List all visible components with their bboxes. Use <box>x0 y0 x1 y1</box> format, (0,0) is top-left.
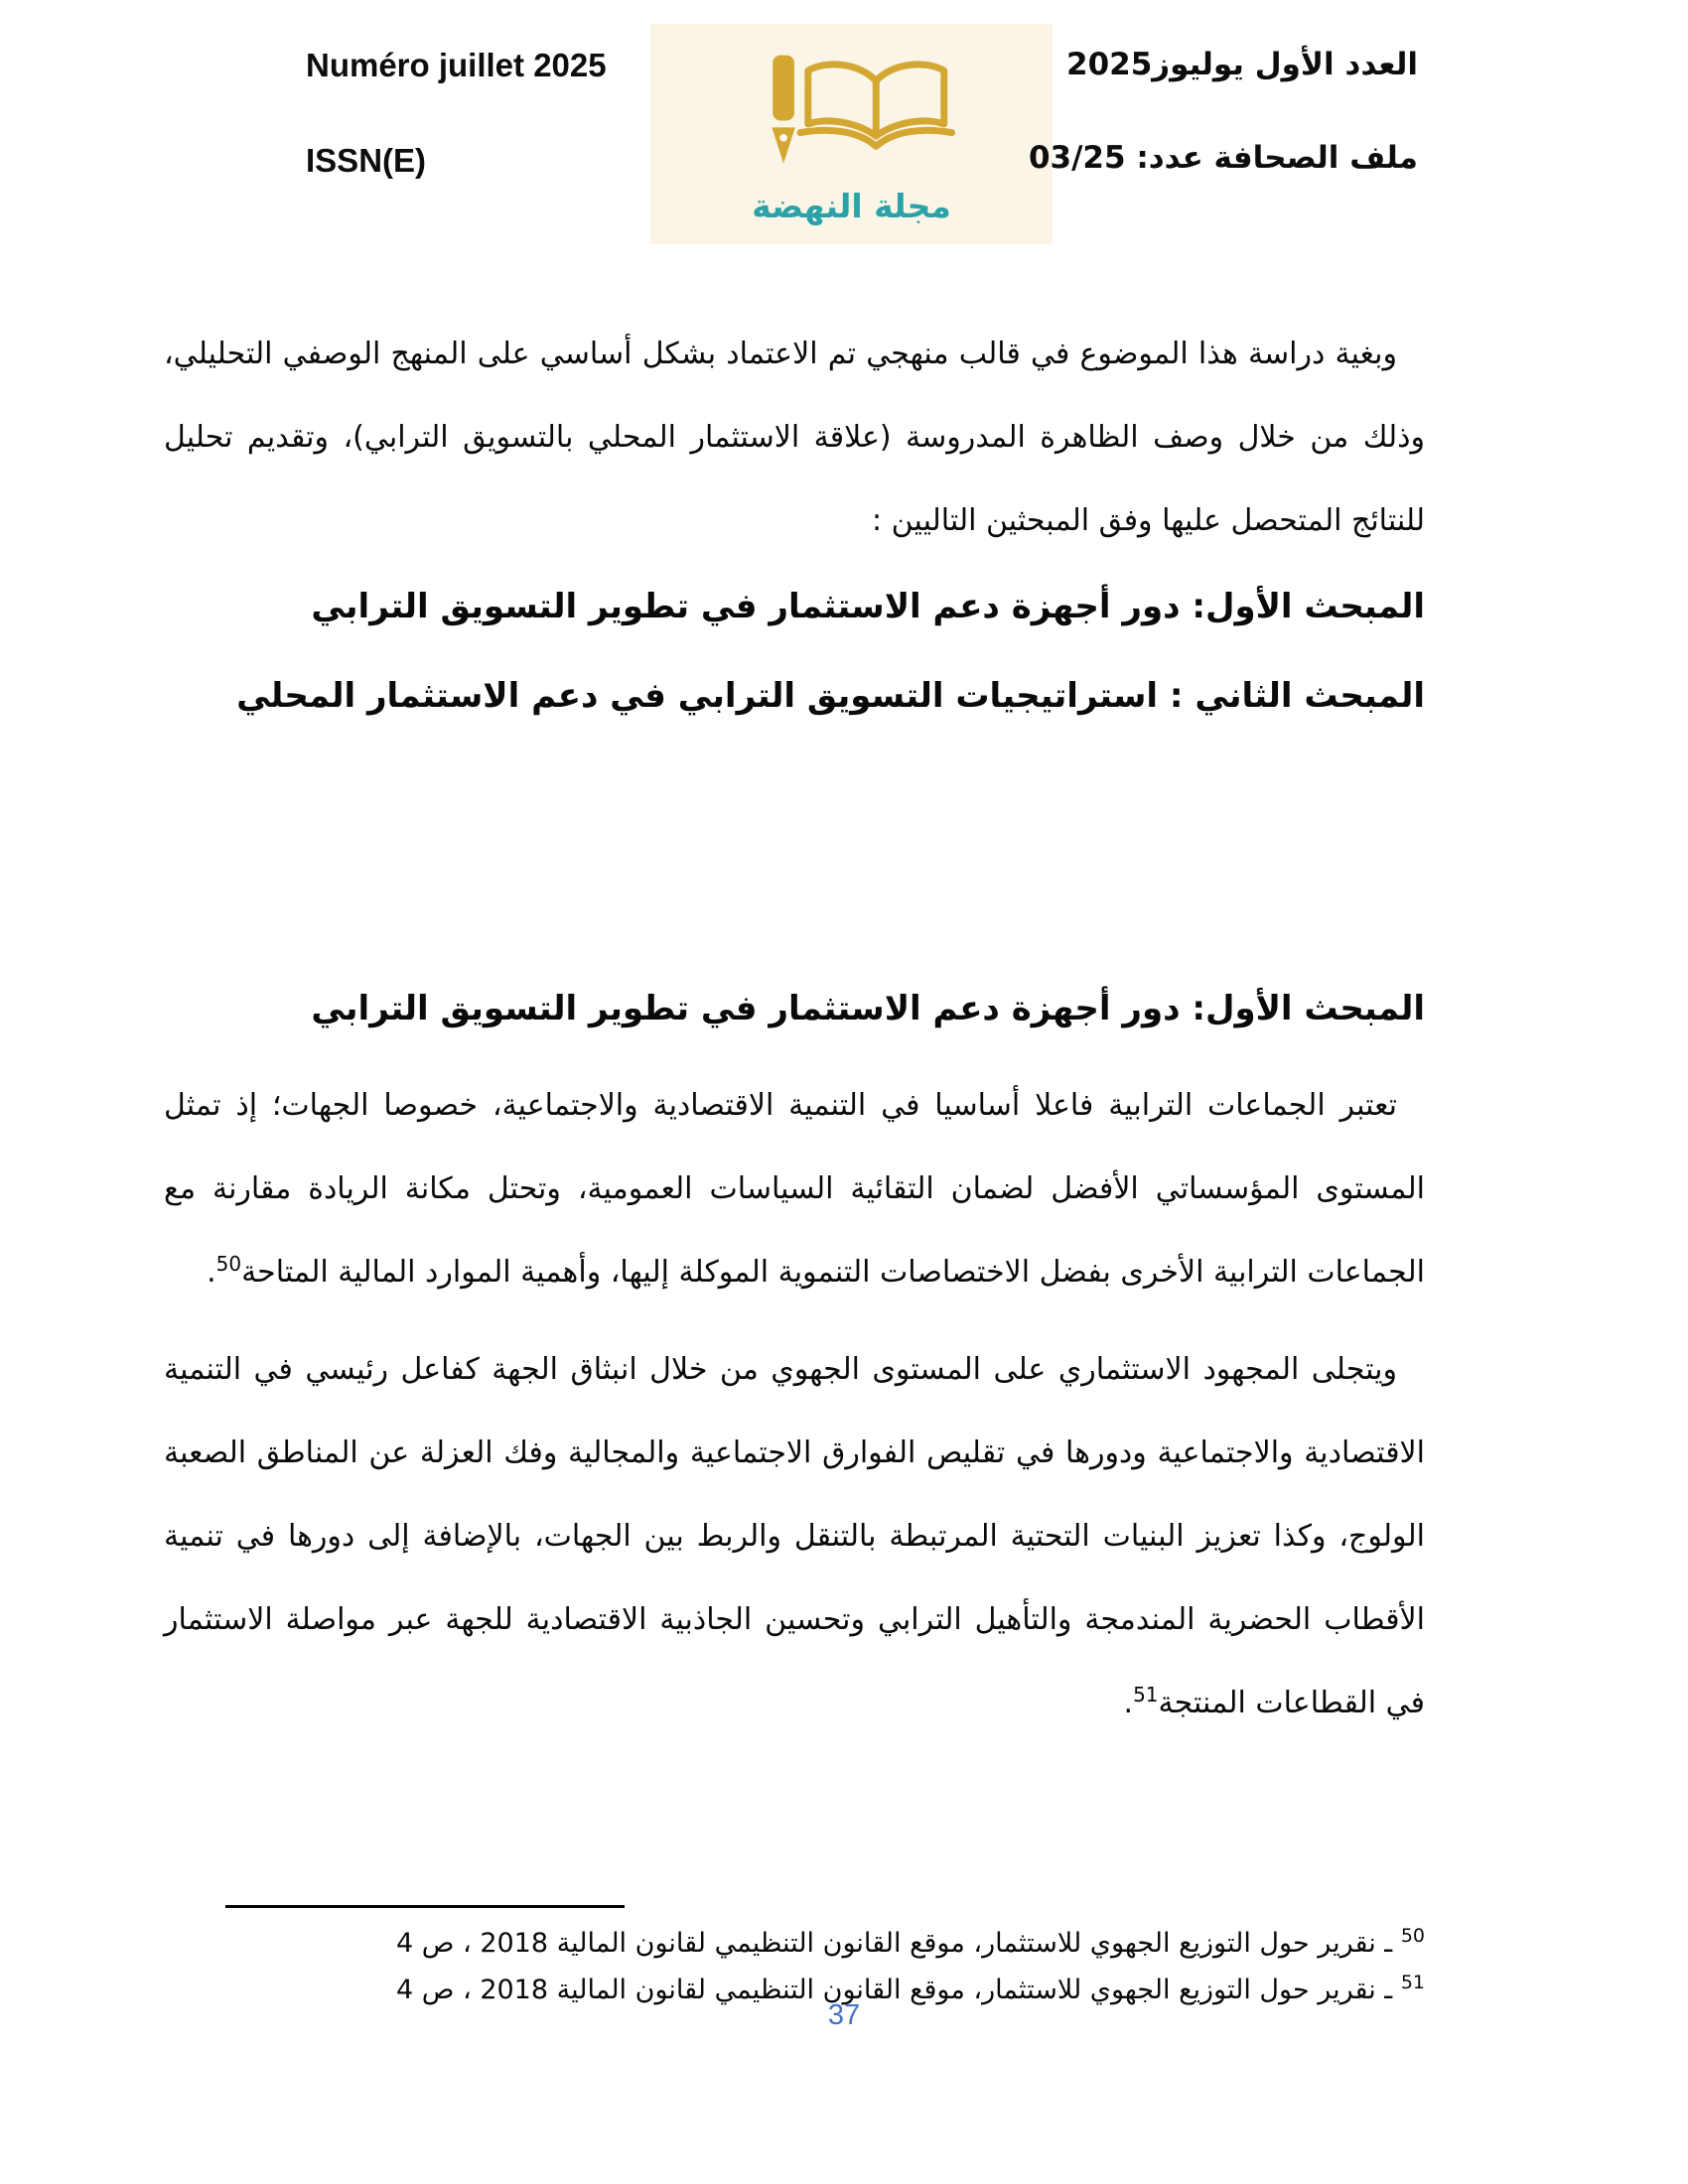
article-body <box>164 298 1425 2013</box>
paragraph-territorial-collectivities <box>164 1064 1425 1314</box>
paragraph-text: تعتبر الجماعات الترابية فاعلا أساسيا في التنمية الاقتصادية والاجتماعية، خصوصا الجهات؛ إذ تمثل المستوى المؤسساتي الأفضل لضمان التقائية السياسات العمومية، وتحتل مكانة الريادة مقارنة مع الجماعات الترابية الأخرى بفضل الاختصاصات التنموية الموكلة إليها، وأهمية الموارد المالية المتاحة <box>164 1088 1425 1290</box>
paragraph-regional-investment <box>164 1328 1425 1745</box>
footnote-reference-50: 50 <box>215 1252 242 1276</box>
footnote-number: 51 <box>1400 1972 1425 1993</box>
footnote-text: ـ نقرير حول التوزيع الجهوي للاستثمار، موقع القانون التنظيمي لقانون المالية 2018 ، ص 4 <box>396 1975 1393 2005</box>
footnote-separator <box>225 1905 625 1908</box>
section-one-title: المبحث الأول: دور أجهزة دعم الاستثمار في تطوير التسويق الترابي <box>311 989 1425 1028</box>
journal-logo <box>650 24 1053 244</box>
pen-icon <box>772 56 794 164</box>
sentence-period: . <box>207 1255 216 1290</box>
sentence-period: . <box>1123 1686 1134 1720</box>
logo-graphic <box>723 48 981 187</box>
footnote-reference-51: 51 <box>1133 1683 1159 1706</box>
issue-number-fr: Numéro juillet 2025 <box>306 47 607 83</box>
heading-section-one: المبحث الأول: دور أجهزة دعم الاستثمار في تطوير التسويق الترابي <box>311 587 1425 626</box>
footnote-text: ـ نقرير حول التوزيع الجهوي للاستثمار، موقع القانون التنظيمي لقانون المالية 2018 ، ص 4 <box>396 1928 1393 1959</box>
issn-label: ISSN(E) <box>306 142 427 179</box>
footnote-item <box>164 1920 1425 1967</box>
footnote-number: 50 <box>1400 1925 1425 1947</box>
issue-number-ar: العدد الأول يوليوز2025 <box>1066 47 1418 82</box>
open-book-icon <box>800 65 952 147</box>
page-number: 37 <box>827 1999 861 2031</box>
journal-title: مجلة النهضة <box>752 187 951 225</box>
paragraph-text: ويتجلى المجهود الاستثماري على المستوى الجهوي من خلال انبثاق الجهة كفاعل رئيسي في التنمية الاقتصادية والاجتماعية ودورها في تقليص الفوارق الاجتماعية والمجالية وفك العزلة عن المناطق الصعبة الولوج، وكذا تعزيز البنيات التحتية المرتبطة بالتنقل والربط بين الجهات، بالإضافة إلى دورها في تنمية الأقطاب الحضرية المندمجة والتأهيل الترابي وتحسين الجاذبية الاقتصادية للجهة عبر مواصلة الاستثمار في القطاعات المنتجة <box>164 1352 1425 1720</box>
press-file-number: ملف الصحافة عدد: 03/25 <box>1028 140 1418 176</box>
header-right <box>1029 44 1418 179</box>
header-left <box>306 46 607 181</box>
heading-section-two: المبحث الثاني : استراتيجيات التسويق الترابي في دعم الاستثمار المحلي <box>236 676 1425 716</box>
paragraph-methodology: وبغية دراسة هذا الموضوع في قالب منهجي تم الاعتماد بشكل أساسي على المنهج الوصفي التحليلي، وذلك من خلال وصف الظاهرة المدروسة (علاقة الاستثمار المحلي بالتسويق الترابي)، وتقديم تحليل للنتائج المتحصل عليها وفق المبحثين التاليين : <box>164 337 1425 538</box>
